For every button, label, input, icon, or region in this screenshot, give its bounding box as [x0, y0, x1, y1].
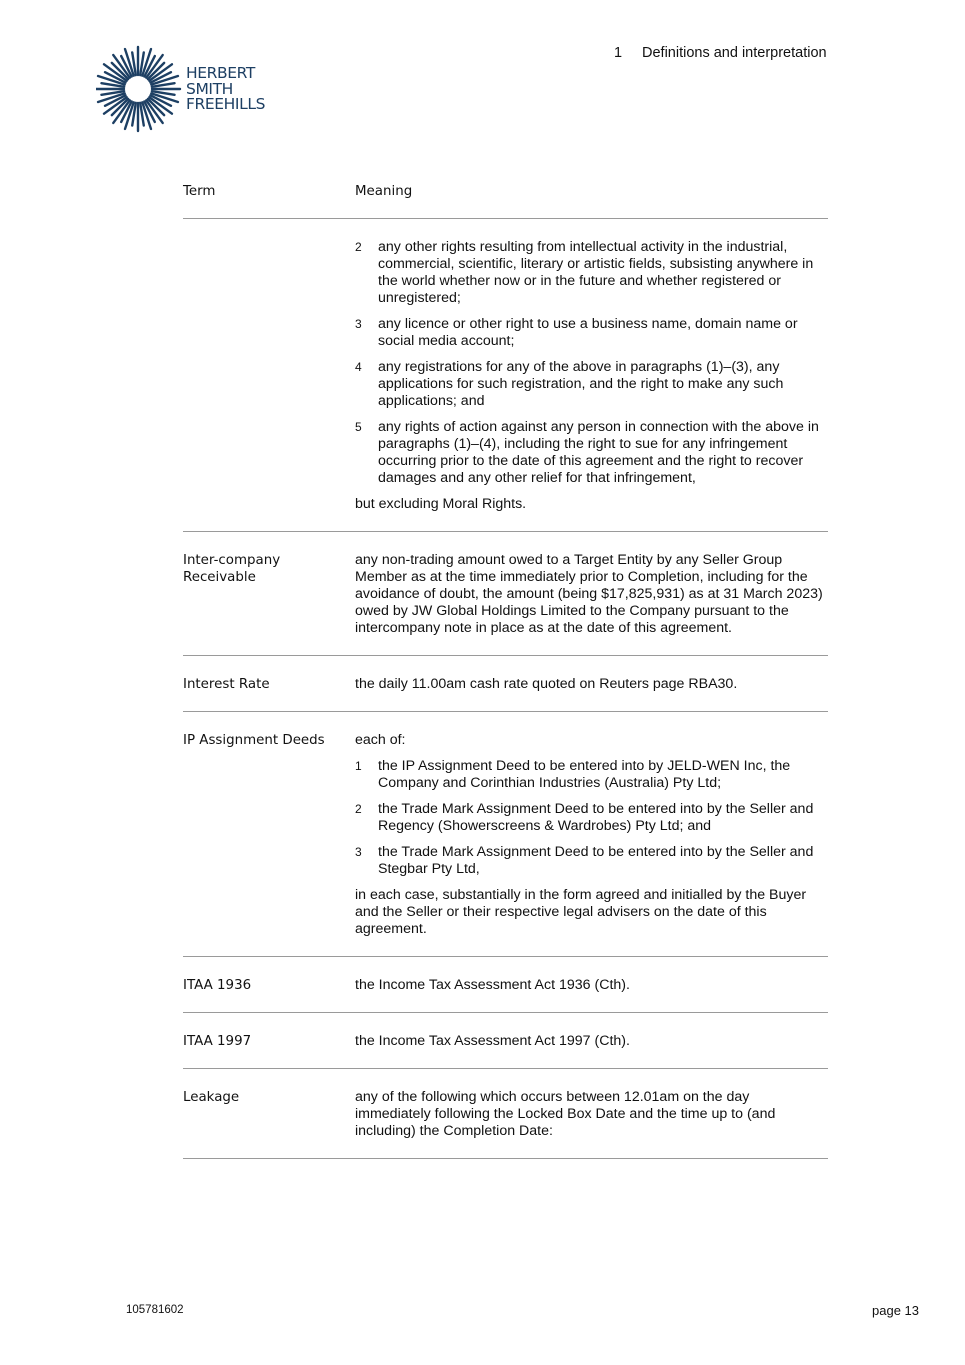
table-row [183, 656, 828, 712]
term-cell: Inter-company Receivable [183, 553, 281, 585]
meaning-cell: any non-trading amount owed to a Target Entity by any Seller Group Member as at the time immediately prior to Completion, including for the avoidance of doubt, the amount (being $17,825,931) as at 31 March 2023) owed by JW Global Holdings Limited to the Company pursuant to the intercompany note in place as at the date of this agreement. [355, 552, 823, 636]
company-logo [96, 44, 286, 136]
definitions-table [183, 182, 828, 1159]
list-item-number: 2 [355, 802, 362, 816]
meaning-intro-text: each of: [355, 732, 406, 748]
list-item-text: any licence or other right to use a business name, domain name or social media account; [378, 316, 798, 349]
meaning-cell [355, 732, 828, 938]
meaning-cell: the daily 11.00am cash rate quoted on Reuters page RBA30. [355, 676, 738, 692]
logo-line: FREEHILLS [186, 95, 266, 113]
logo-wordmark [186, 66, 265, 113]
term-cell: ITAA 1997 [183, 1034, 252, 1049]
term-cell [183, 239, 355, 513]
logo-line: SMITH [186, 79, 233, 98]
list-item [355, 801, 828, 835]
term-cell: IP Assignment Deeds [183, 733, 325, 748]
term-cell: Leakage [183, 1090, 240, 1105]
meaning-closing-text: but excluding Moral Rights. [355, 496, 527, 512]
list-item-number: 1 [355, 759, 362, 773]
section-header [614, 45, 827, 61]
list-item-text: the Trade Mark Assignment Deed to be entered into by the Seller and Stegbar Pty Ltd, [378, 844, 814, 877]
list-item-text: any rights of action against any person in connection with the above in paragraphs (1)–(4), including the right to sue for any infringement occurring prior to the date of this agreement and the right to recover damages and any other relief for that infringement, [378, 419, 819, 486]
list-item-number: 5 [355, 420, 362, 434]
meaning-cell: the Income Tax Assessment Act 1997 (Cth). [355, 1033, 630, 1049]
list-item-text: any other rights resulting from intellectual activity in the industrial, commercial, scientific, literary or artistic fields, subsisting anywhere in the world whether now or in the future and whether registered or unregistered; [378, 239, 814, 306]
list-item [355, 419, 828, 487]
list-item-number: 3 [355, 845, 362, 859]
list-item-number: 4 [355, 360, 362, 374]
term-cell: Interest Rate [183, 677, 270, 692]
section-title: Definitions and interpretation [642, 45, 827, 61]
page-number: page 13 [872, 1303, 919, 1318]
meaning-cell [355, 239, 828, 513]
meaning-closing-text: in each case, substantially in the form agreed and initialled by the Buyer and the Seller or their respective legal advisers on the date of this agreement. [355, 887, 807, 937]
term-cell: ITAA 1936 [183, 978, 252, 993]
column-header-meaning: Meaning [355, 184, 413, 199]
list-item-text: the Trade Mark Assignment Deed to be entered into by the Seller and Regency (Showerscreens & Wardrobes) Pty Ltd; and [378, 801, 814, 834]
list-item [355, 844, 828, 878]
table-header-row [183, 182, 828, 219]
logo-line: HERBERT [186, 64, 255, 82]
column-header-term: Term [183, 184, 216, 199]
list-item-text: the IP Assignment Deed to be entered into by JELD-WEN Inc, the Company and Corinthian Industries (Australia) Pty Ltd; [378, 758, 791, 791]
list-item [355, 316, 828, 350]
list-item-number: 3 [355, 317, 362, 331]
table-row [183, 712, 828, 957]
list-item-number: 2 [355, 240, 362, 254]
section-number: 1 [614, 45, 623, 61]
table-row [183, 957, 828, 1013]
table-row [183, 532, 828, 656]
list-item [355, 239, 828, 307]
sunburst-icon [96, 44, 182, 136]
table-row [183, 1069, 828, 1159]
meaning-cell: the Income Tax Assessment Act 1936 (Cth). [355, 977, 630, 993]
table-row [183, 1013, 828, 1069]
list-item [355, 758, 828, 792]
document-id: 105781602 [126, 1304, 184, 1316]
list-item [355, 359, 828, 410]
table-row [183, 219, 828, 532]
list-item-text: any registrations for any of the above in paragraphs (1)–(3), any applications for such registration, and the right to make any such applications; and [378, 359, 784, 409]
meaning-cell: any of the following which occurs between 12.01am on the day immediately following the Locked Box Date and the time up to (and including) the Completion Date: [355, 1089, 776, 1139]
